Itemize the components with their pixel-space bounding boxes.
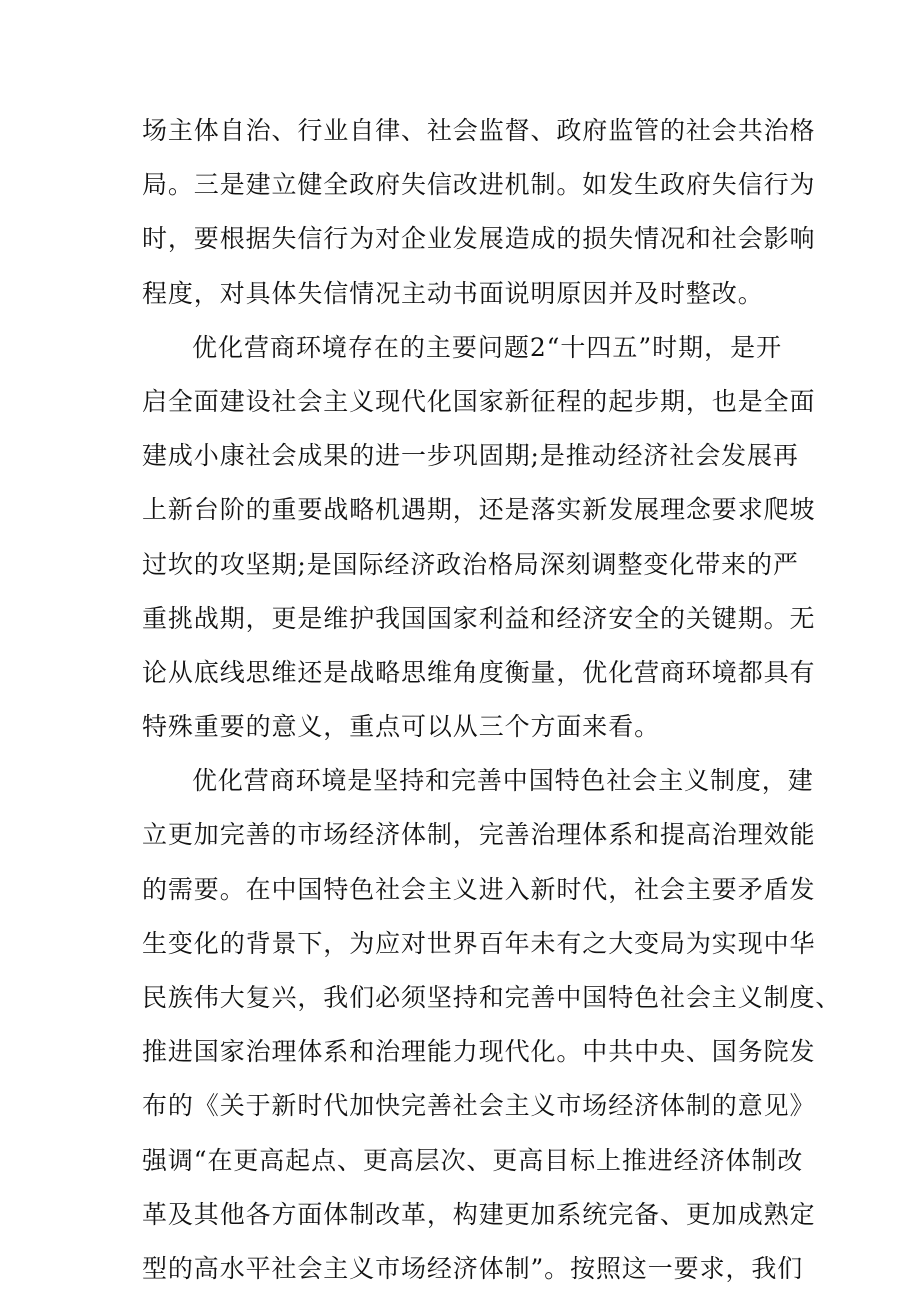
paragraph — [142, 321, 816, 755]
text-line: 局。三是建立健全政府失信改进机制。如发生政府失信行为 — [142, 170, 816, 200]
text-line: 过坎的攻坚期;是国际经济政治格局深刻调整变化带来的严 — [142, 549, 799, 579]
paragraph — [142, 104, 816, 321]
text-line: 生变化的背景下，为应对世界百年未有之大变局为实现中华 — [142, 928, 816, 958]
text-line: 推进国家治理体系和治理能力现代化。中共中央、国务院发 — [142, 1037, 816, 1067]
text-line: 强调“在更高起点、更高层次、更高目标上推进经济体制改 — [142, 1145, 804, 1175]
text-line: 的需要。在中国特色社会主义进入新时代，社会主要矛盾发 — [142, 874, 816, 904]
text-line: 立更加完善的市场经济体制，完善治理体系和提高治理效能 — [142, 820, 816, 850]
document-body — [142, 104, 842, 1296]
text-line: 场主体自治、行业自律、社会监督、政府监管的社会共治格 — [142, 116, 816, 145]
text-line: 型的高水平社会主义市场经济体制”。按照这一要求，我们 — [142, 1253, 804, 1283]
text-line: 上新台阶的重要战略机遇期，还是落实新发展理念要求爬坡 — [142, 495, 816, 525]
text-line: 优化营商环境存在的主要问题2“十四五”时期，是开 — [192, 332, 782, 362]
text-line: 论从底线思维还是战略思维角度衡量，优化营商环境都具有 — [142, 657, 816, 687]
text-line: 程度，对具体失信情况主动书面说明原因并及时整改。 — [142, 278, 764, 308]
text-line: 建成小康社会成果的进一步巩固期;是推动经济社会发展再 — [142, 441, 799, 471]
text-line: 布的《关于新时代加快完善社会主义市场经济体制的意见》 — [142, 1091, 816, 1121]
text-line: 启全面建设社会主义现代化国家新征程的起步期，也是全面 — [142, 386, 816, 416]
text-line: 时，要根据失信行为对企业发展造成的损失情况和社会影响 — [142, 224, 816, 254]
text-line: 特殊重要的意义，重点可以从三个方面来看。 — [142, 712, 661, 742]
text-line: 革及其他各方面体制改革，构建更加系统完备、更加成熟定 — [142, 1199, 816, 1229]
text-line: 重挑战期，更是维护我国国家利益和经济安全的关键期。无 — [142, 603, 816, 633]
text-line: 优化营商环境是坚持和完善中国特色社会主义制度，建 — [192, 766, 814, 796]
text-line: 民族伟大复兴，我们必须坚持和完善中国特色社会主义制度、 — [142, 983, 842, 1012]
paragraph — [142, 754, 842, 1296]
